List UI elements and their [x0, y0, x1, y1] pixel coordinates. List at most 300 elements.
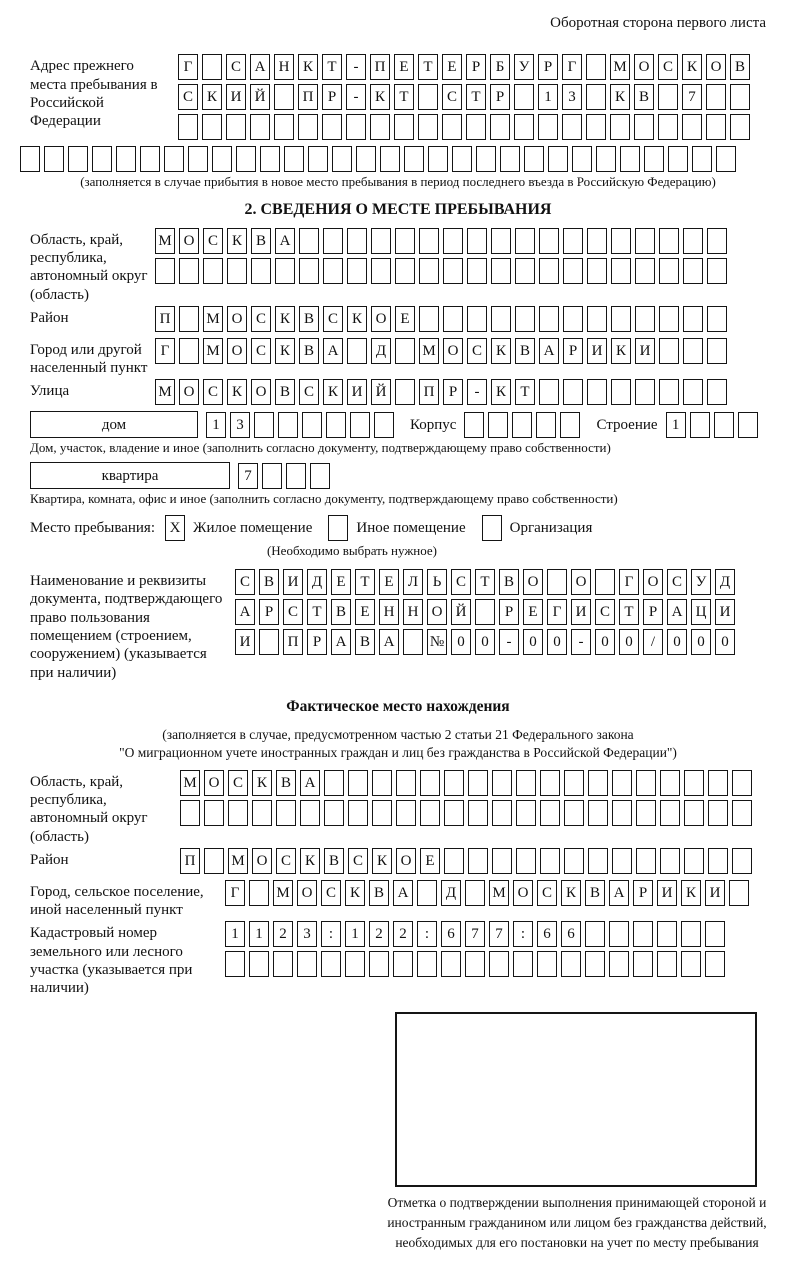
char-cell [563, 258, 583, 284]
char-cell [395, 258, 415, 284]
korpus-cells [464, 412, 584, 438]
city-label: Город или другой населенный пункт [30, 341, 148, 377]
district-label: Район [30, 309, 69, 326]
apartment-named-box: квартира [30, 462, 230, 489]
char-cell [595, 569, 615, 595]
char-cell [92, 146, 112, 172]
char-cell [515, 306, 535, 332]
char-cell: Г [562, 54, 582, 80]
char-cell [658, 114, 678, 140]
actual-region-row-1 [180, 770, 766, 796]
checkbox-other-premises [328, 515, 348, 541]
char-cell [708, 770, 728, 796]
char-cell: 0 [451, 629, 471, 655]
char-cell: М [155, 379, 175, 405]
region-label: Область, край, республика, автономный округ (область) [30, 231, 148, 303]
char-cell: С [226, 54, 246, 80]
char-cell: 6 [537, 921, 557, 947]
char-cell [611, 258, 631, 284]
char-cell [561, 951, 581, 977]
char-cell [417, 880, 437, 906]
char-cell [515, 258, 535, 284]
char-cell [299, 228, 319, 254]
char-cell [274, 114, 294, 140]
prev-address-caption: (заполняется в случае прибытия в новое место пребывания в период последнего въезда в Российскую Федерацию) [80, 174, 716, 190]
char-cell [443, 228, 463, 254]
char-cell: Г [178, 54, 198, 80]
char-cell: К [252, 770, 272, 796]
char-cell [659, 228, 679, 254]
char-cell [468, 848, 488, 874]
char-cell: Д [371, 338, 391, 364]
cadastral-row-2 [225, 951, 766, 977]
char-cell [155, 258, 175, 284]
char-cell [491, 258, 511, 284]
char-cell: О [252, 848, 272, 874]
char-cell [322, 114, 342, 140]
char-cell: П [370, 54, 390, 80]
char-cell [572, 146, 592, 172]
char-cell [609, 951, 629, 977]
char-cell: С [451, 569, 471, 595]
char-cell: С [467, 338, 487, 364]
char-cell [563, 306, 583, 332]
char-cell: С [178, 84, 198, 110]
char-cell: М [419, 338, 439, 364]
char-cell: М [273, 880, 293, 906]
document-label: Наименование и реквизиты документа, подтверждающего право пользования помещением (строением, сооружением) (указывается при наличии) [30, 573, 223, 681]
char-cell: Т [322, 54, 342, 80]
char-cell: К [202, 84, 222, 110]
char-cell: О [371, 306, 391, 332]
char-cell [370, 114, 390, 140]
char-cell [44, 146, 64, 172]
char-cell: Р [307, 629, 327, 655]
char-cell: 0 [547, 629, 567, 655]
char-cell [444, 800, 464, 826]
char-cell: А [331, 629, 351, 655]
char-cell: О [396, 848, 416, 874]
char-cell [203, 258, 223, 284]
prev-address-label: Адрес прежнего места пребывания в Российской Федерации [30, 58, 158, 130]
char-cell: С [348, 848, 368, 874]
char-cell: 1 [249, 921, 269, 947]
char-cell: 0 [619, 629, 639, 655]
actual-district-label: Район [30, 851, 69, 868]
char-cell: К [370, 84, 390, 110]
char-cell [396, 770, 416, 796]
char-cell [516, 848, 536, 874]
char-cell: Г [155, 338, 175, 364]
char-cell: В [299, 338, 319, 364]
char-cell: П [180, 848, 200, 874]
char-cell: В [355, 629, 375, 655]
char-cell [321, 951, 341, 977]
char-cell [260, 146, 280, 172]
char-cell [690, 412, 710, 438]
char-cell: Й [371, 379, 391, 405]
char-cell [610, 114, 630, 140]
char-cell [732, 848, 752, 874]
char-cell [371, 258, 391, 284]
apartment-cells [238, 463, 334, 489]
char-cell: В [275, 379, 295, 405]
char-cell [188, 146, 208, 172]
char-cell [563, 379, 583, 405]
char-cell: В [331, 599, 351, 625]
district-row [155, 306, 766, 332]
char-cell: И [283, 569, 303, 595]
page-side-note: Оборотная сторона первого листа [550, 15, 766, 31]
char-cell: О [251, 379, 271, 405]
char-cell: К [275, 306, 295, 332]
char-cell: А [235, 599, 255, 625]
char-cell: О [523, 569, 543, 595]
document-field [30, 569, 766, 682]
char-cell [346, 114, 366, 140]
char-cell [660, 848, 680, 874]
char-cell: А [379, 629, 399, 655]
char-cell: Р [538, 54, 558, 80]
char-cell: 1 [666, 412, 686, 438]
stay-type-hint: (Необходимо выбрать нужное) [266, 543, 438, 559]
char-cell [228, 800, 248, 826]
stamp-box [395, 1012, 757, 1187]
char-cell: С [251, 306, 271, 332]
char-cell [635, 258, 655, 284]
char-cell [636, 848, 656, 874]
char-cell: Т [475, 569, 495, 595]
char-cell [706, 84, 726, 110]
char-cell [323, 258, 343, 284]
char-cell [467, 258, 487, 284]
char-cell [347, 228, 367, 254]
char-cell: Е [442, 54, 462, 80]
char-cell [564, 800, 584, 826]
char-cell [356, 146, 376, 172]
char-cell: 2 [273, 921, 293, 947]
char-cell [488, 412, 508, 438]
apartment-line [30, 462, 766, 489]
char-cell [476, 146, 496, 172]
char-cell [466, 114, 486, 140]
char-cell [524, 146, 544, 172]
char-cell [116, 146, 136, 172]
region-row-1 [155, 228, 766, 254]
char-cell [588, 800, 608, 826]
char-cell [347, 338, 367, 364]
char-cell [537, 951, 557, 977]
char-cell: Р [322, 84, 342, 110]
char-cell [738, 412, 758, 438]
char-cell [467, 228, 487, 254]
char-cell [350, 412, 370, 438]
char-cell: В [499, 569, 519, 595]
char-cell: С [321, 880, 341, 906]
char-cell [442, 114, 462, 140]
char-cell [516, 770, 536, 796]
char-cell: 0 [595, 629, 615, 655]
char-cell [178, 114, 198, 140]
char-cell: А [393, 880, 413, 906]
char-cell: С [323, 306, 343, 332]
char-cell: Р [443, 379, 463, 405]
char-cell: К [300, 848, 320, 874]
city-row [155, 338, 766, 364]
char-cell: О [571, 569, 591, 595]
char-cell: К [491, 379, 511, 405]
char-cell: О [634, 54, 654, 80]
cadastral-label: Кадастровый номер земельного или лесного участка (указывается при наличии) [30, 925, 193, 997]
char-cell [659, 258, 679, 284]
char-cell: П [419, 379, 439, 405]
char-cell [587, 306, 607, 332]
char-cell [468, 800, 488, 826]
char-cell [707, 306, 727, 332]
char-cell [226, 114, 246, 140]
char-cell: М [203, 306, 223, 332]
char-cell [180, 800, 200, 826]
char-cell [286, 463, 306, 489]
char-cell [705, 921, 725, 947]
char-cell [539, 306, 559, 332]
char-cell: К [611, 338, 631, 364]
char-cell [732, 770, 752, 796]
char-cell [369, 951, 389, 977]
char-cell [588, 848, 608, 874]
char-cell: С [276, 848, 296, 874]
char-cell [706, 114, 726, 140]
stay-type-line [30, 515, 766, 541]
char-cell [620, 146, 640, 172]
char-cell: 0 [715, 629, 735, 655]
char-cell [492, 800, 512, 826]
char-cell: С [299, 379, 319, 405]
char-cell: А [609, 880, 629, 906]
char-cell [714, 412, 734, 438]
char-cell [20, 146, 40, 172]
char-cell [444, 848, 464, 874]
char-cell [707, 338, 727, 364]
actual-location-caption-2: "О миграционном учете иностранных граждан и лиц без гражданства в Российской Федерации") [119, 745, 677, 761]
char-cell [418, 84, 438, 110]
char-cell [418, 114, 438, 140]
char-cell: Н [403, 599, 423, 625]
char-cell [326, 412, 346, 438]
char-cell [636, 770, 656, 796]
char-cell [682, 114, 702, 140]
stroenie-cells [666, 412, 762, 438]
char-cell [302, 412, 322, 438]
char-cell [634, 114, 654, 140]
char-cell [374, 412, 394, 438]
char-cell [540, 848, 560, 874]
option-residential-label: Жилое помещение [193, 520, 313, 537]
prev-address-row-1 [178, 54, 766, 80]
char-cell: С [203, 379, 223, 405]
char-cell [536, 412, 556, 438]
char-cell [227, 258, 247, 284]
char-cell: Р [633, 880, 653, 906]
section2-title: 2. СВЕДЕНИЯ О МЕСТЕ ПРЕБЫВАНИЯ [244, 201, 552, 219]
korpus-label: Корпус [410, 416, 457, 433]
char-cell [660, 770, 680, 796]
char-cell [274, 84, 294, 110]
char-cell [635, 228, 655, 254]
char-cell [609, 921, 629, 947]
char-cell: О [204, 770, 224, 796]
char-cell: Т [418, 54, 438, 80]
char-cell [420, 800, 440, 826]
char-cell: О [513, 880, 533, 906]
char-cell [395, 338, 415, 364]
char-cell: С [537, 880, 557, 906]
char-cell: К [275, 338, 295, 364]
char-cell: У [514, 54, 534, 80]
char-cell: 2 [393, 921, 413, 947]
char-cell: / [643, 629, 663, 655]
actual-district-field [30, 848, 766, 878]
char-cell [396, 800, 416, 826]
char-cell [252, 800, 272, 826]
char-cell [299, 258, 319, 284]
district-field [30, 306, 766, 336]
char-cell [262, 463, 282, 489]
char-cell [491, 306, 511, 332]
char-cell: 7 [465, 921, 485, 947]
char-cell [395, 379, 415, 405]
char-cell: Г [225, 880, 245, 906]
char-cell: О [179, 379, 199, 405]
char-cell: Е [355, 599, 375, 625]
char-cell [250, 114, 270, 140]
char-cell [492, 848, 512, 874]
char-cell [636, 800, 656, 826]
char-cell [708, 800, 728, 826]
char-cell: С [442, 84, 462, 110]
char-cell: С [203, 228, 223, 254]
char-cell: - [467, 379, 487, 405]
char-cell: В [324, 848, 344, 874]
char-cell: 1 [538, 84, 558, 110]
char-cell [465, 880, 485, 906]
char-cell [419, 228, 439, 254]
char-cell: Т [619, 599, 639, 625]
char-cell [202, 114, 222, 140]
char-cell [587, 379, 607, 405]
char-cell: Г [619, 569, 639, 595]
street-field [30, 379, 766, 409]
char-cell: У [691, 569, 711, 595]
char-cell: К [682, 54, 702, 80]
char-cell [564, 848, 584, 874]
char-cell: В [585, 880, 605, 906]
street-label: Улица [30, 383, 70, 400]
char-cell [419, 306, 439, 332]
char-cell [707, 228, 727, 254]
char-cell [644, 146, 664, 172]
char-cell: 1 [225, 921, 245, 947]
char-cell: А [539, 338, 559, 364]
char-cell [705, 951, 725, 977]
char-cell [539, 379, 559, 405]
char-cell [249, 951, 269, 977]
prev-address-row-2 [178, 84, 766, 110]
actual-district-row [180, 848, 766, 874]
char-cell [212, 146, 232, 172]
char-cell [297, 951, 317, 977]
char-cell [500, 146, 520, 172]
char-cell [683, 228, 703, 254]
document-row-1 [235, 569, 766, 595]
char-cell [707, 258, 727, 284]
char-cell: 3 [297, 921, 317, 947]
char-cell [730, 84, 750, 110]
prev-address-field [30, 54, 766, 144]
char-cell [539, 228, 559, 254]
char-cell: В [515, 338, 535, 364]
document-row-2 [235, 599, 766, 625]
char-cell: С [283, 599, 303, 625]
char-cell [259, 629, 279, 655]
char-cell: О [427, 599, 447, 625]
char-cell: Н [379, 599, 399, 625]
char-cell [513, 951, 533, 977]
char-cell [587, 258, 607, 284]
char-cell: М [489, 880, 509, 906]
char-cell: Н [274, 54, 294, 80]
char-cell: В [730, 54, 750, 80]
char-cell: Т [466, 84, 486, 110]
char-cell: 0 [475, 629, 495, 655]
char-cell: Е [331, 569, 351, 595]
char-cell: А [300, 770, 320, 796]
char-cell: 0 [691, 629, 711, 655]
char-cell: А [250, 54, 270, 80]
char-cell: : [513, 921, 533, 947]
char-cell [404, 146, 424, 172]
char-cell: О [297, 880, 317, 906]
char-cell [419, 258, 439, 284]
char-cell: В [299, 306, 319, 332]
char-cell: К [610, 84, 630, 110]
char-cell [393, 951, 413, 977]
char-cell [512, 412, 532, 438]
char-cell [657, 921, 677, 947]
char-cell [417, 951, 437, 977]
char-cell: Т [307, 599, 327, 625]
char-cell: С [595, 599, 615, 625]
char-cell [563, 228, 583, 254]
char-cell [547, 569, 567, 595]
house-caption: Дом, участок, владение и иное (заполнить согласно документу, подтверждающему право собственности) [30, 440, 611, 456]
char-cell: С [235, 569, 255, 595]
char-cell: М [180, 770, 200, 796]
char-cell: В [259, 569, 279, 595]
char-cell: И [347, 379, 367, 405]
char-cell: И [657, 880, 677, 906]
char-cell: Е [379, 569, 399, 595]
char-cell [324, 800, 344, 826]
char-cell [564, 770, 584, 796]
char-cell [464, 412, 484, 438]
char-cell [492, 770, 512, 796]
char-cell [428, 146, 448, 172]
char-cell: М [203, 338, 223, 364]
char-cell: - [346, 54, 366, 80]
apartment-caption: Квартира, комната, офис и иное (заполнить согласно документу, подтверждающему право собственности) [30, 491, 618, 507]
char-cell [659, 306, 679, 332]
